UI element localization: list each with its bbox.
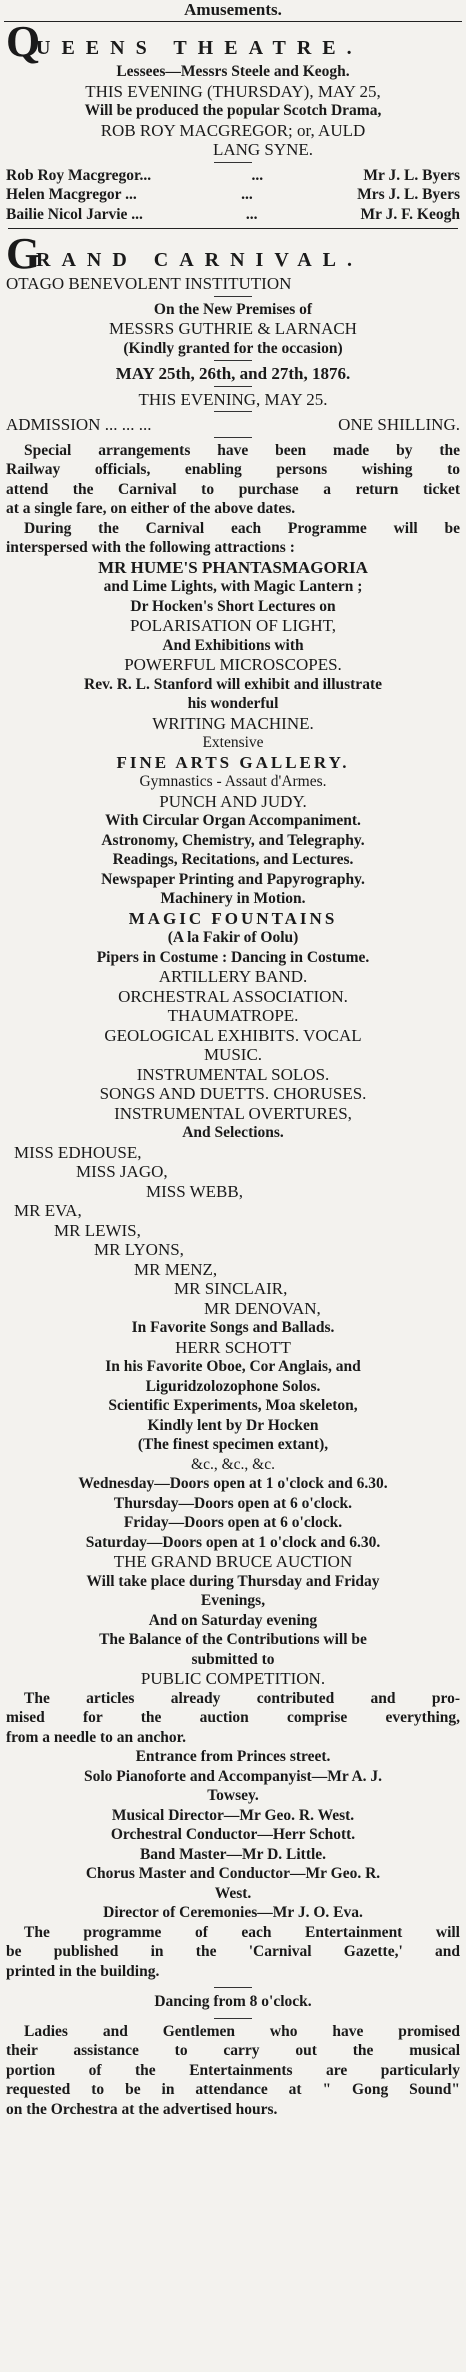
- programme-item: WRITING MACHINE.: [152, 713, 314, 733]
- programme-item: ARTILLERY BAND.: [158, 967, 308, 986]
- railway-line: Special arrangements have been made by the: [24, 441, 460, 459]
- programme-item: And Selections.: [182, 1124, 284, 1141]
- entrance-line: Entrance from Princes street.: [135, 1748, 331, 1765]
- doors-day: Saturday: [85, 1533, 147, 1551]
- programme-item: MAGIC FOUNTAINS: [128, 908, 338, 928]
- cast-list: [6, 166, 460, 225]
- ligurid-line: Liguridzolozophone Solos.: [145, 1377, 321, 1395]
- performer-name: MR DENOVAN,: [204, 1298, 321, 1318]
- carnival-ad: [0, 229, 466, 2119]
- cast-role: Helen Macgregor ...: [6, 186, 137, 203]
- railway-line: attend the Carnival to purchase a return ticket: [6, 480, 460, 498]
- theatre-name: UEENS THEATRE.: [36, 37, 363, 59]
- evening-line: THIS EVENING (THURSDAY), MAY 25,: [85, 81, 381, 101]
- scientific-line: Scientific Experiments, Moa skeleton,: [108, 1397, 358, 1414]
- cast-role: Bailie Nicol Jarvie ...: [6, 205, 143, 223]
- lent-line: Kindly lent by Dr Hocken: [147, 1416, 319, 1434]
- programme-item: Gymnastics - Assaut d'Armes.: [139, 773, 327, 790]
- divider: [214, 360, 252, 361]
- performer-list: [6, 1143, 460, 1319]
- cast-dots: ...: [241, 186, 253, 203]
- carnival-dates: MAY 25th, 26th, and 27th, 1876.: [115, 364, 351, 383]
- doors-time: —Doors open at 6 o'clock.: [168, 1514, 343, 1531]
- programme-item: And Exhibitions with: [162, 636, 304, 654]
- doors-time: —Doors open at 1 o'clock and 6.30.: [154, 1475, 388, 1492]
- railway-line: at a single fare, on either of the above dates.: [6, 500, 296, 517]
- oboe-line: In his Favorite Oboe, Cor Anglais, and: [105, 1358, 361, 1375]
- divider: [214, 296, 252, 297]
- cast-row: [6, 185, 460, 205]
- programme-item: MR HUME'S PHANTASMAGORIA: [98, 557, 368, 577]
- programme-item: FINE ARTS GALLERY.: [116, 752, 350, 772]
- programme-item: POWERFUL MICROSCOPES.: [124, 655, 342, 674]
- divider: [214, 2018, 252, 2019]
- section-header: Amusements.: [4, 0, 462, 22]
- doors-time: —Doors open at 1 o'clock and 6.30.: [146, 1533, 381, 1551]
- cast-dots: ...: [245, 205, 258, 223]
- ad-divider: [8, 228, 458, 229]
- programme-item: INSTRUMENTAL OVERTURES,: [114, 1103, 352, 1123]
- admission-line: [6, 415, 460, 435]
- articles-line: mised for the auction comprise everything,: [6, 1709, 460, 1726]
- auction-line: Evenings,: [200, 1592, 266, 1609]
- performer-name: MR LYONS,: [94, 1240, 184, 1259]
- programme-item: Extensive: [202, 734, 264, 751]
- railway-notice: [6, 441, 460, 519]
- premises-line: On the New Premises of: [153, 300, 313, 318]
- drop-cap: G: [6, 229, 41, 278]
- theatre-title: [6, 17, 460, 66]
- cast-actor: Mrs J. L. Byers: [357, 186, 460, 203]
- auction-line: And on Saturday evening: [148, 1611, 318, 1629]
- programme-item: GEOLOGICAL EXHIBITS. VOCAL: [104, 1025, 362, 1045]
- programme-item: POLARISATION OF LIGHT,: [129, 616, 337, 635]
- etc-line: &c., &c., &c.: [191, 1455, 275, 1473]
- play-title: ROB ROY MACGREGOR; or, AULD: [100, 120, 366, 140]
- divider: [214, 437, 252, 438]
- performer-name: MISS WEBB,: [146, 1181, 243, 1201]
- drop-cap: Q: [6, 17, 41, 66]
- ladies-line: requested to be in attendance at " Gong Sound": [6, 2081, 460, 2098]
- carnival-name: RAND CARNIVAL.: [36, 249, 363, 271]
- credit-line: Towsey.: [207, 1787, 259, 1804]
- doors-schedule: [6, 1474, 460, 1552]
- programme-item: Machinery in Motion.: [160, 890, 306, 907]
- cast-actor: Mr J. L. Byers: [363, 166, 460, 184]
- programme-note-line: be published in the 'Carnival Gazette,' and: [6, 1943, 460, 1960]
- ladies-notice: [6, 2022, 460, 2120]
- produced-line: Will be produced the popular Scotch Drama,: [84, 102, 382, 119]
- doors-row: [6, 1533, 460, 1553]
- credit-line: Orchestral Conductor—Herr Schott.: [110, 1826, 356, 1843]
- ladies-line: their assistance to carry out the musical: [6, 2042, 460, 2059]
- programme-list: [6, 558, 460, 1143]
- articles-line: from a needle to an anchor.: [6, 1728, 186, 1746]
- programme-item: Astronomy, Chemistry, and Telegraphy.: [101, 831, 365, 849]
- performer-name: MR SINCLAIR,: [174, 1279, 288, 1298]
- articles-line: The articles already contributed and pro-: [24, 1689, 460, 1707]
- specimen-line: (The finest specimen extant),: [137, 1436, 329, 1453]
- programme-item: Pipers in Costume : Dancing in Costume.: [96, 948, 370, 966]
- premises-owners: MESSRS GUTHRIE & LARNACH: [109, 319, 357, 338]
- schott-name: HERR SCHOTT: [175, 1337, 291, 1357]
- divider: [214, 386, 252, 387]
- divider: [214, 411, 252, 412]
- doors-day: Wednesday: [78, 1475, 155, 1492]
- cast-role: Rob Roy Macgregor...: [6, 166, 152, 184]
- programme-item: (A la Fakir of Oolu): [167, 929, 299, 946]
- favorite-line: In Favorite Songs and Ballads.: [131, 1319, 335, 1336]
- lessees-line: Lessees—Messrs Steele and Keogh.: [116, 63, 350, 80]
- programme-item: MUSIC.: [203, 1045, 263, 1064]
- during-notice: [6, 519, 460, 558]
- performer-name: MR LEWIS,: [54, 1220, 141, 1240]
- performer-name: MISS JAGO,: [76, 1162, 168, 1181]
- carnival-title: [6, 229, 460, 278]
- cast-row: [6, 205, 460, 225]
- cast-actor: Mr J. F. Keogh: [360, 205, 460, 223]
- credit-line: Chorus Master and Conductor—Mr Geo. R.: [85, 1865, 381, 1882]
- during-line: During the Carnival each Programme will be: [24, 519, 460, 537]
- programme-item: SONGS AND DUETTS. CHORUSES.: [99, 1084, 367, 1103]
- articles-notice: [6, 1689, 460, 1748]
- divider: [214, 1987, 252, 1988]
- ladies-line: Ladies and Gentlemen who have promised: [24, 2022, 460, 2040]
- auction-notice: [6, 1552, 460, 1689]
- doors-row: [6, 1494, 460, 1514]
- institution-name: OTAGO BENEVOLENT INSTITUTION: [6, 274, 292, 293]
- doors-time: —Doors open at 6 o'clock.: [178, 1494, 353, 1512]
- this-evening-line: THIS EVENING, MAY 25.: [138, 389, 328, 409]
- auction-line: THE GRAND BRUCE AUCTION: [113, 1552, 353, 1571]
- ladies-line: on the Orchestra at the advertised hours.: [6, 2100, 278, 2118]
- programme-item: his wonderful: [187, 695, 279, 712]
- credit-line: Solo Pianoforte and Accompanyist—Mr A. J.: [83, 1767, 383, 1785]
- programme-item: Dr Hocken's Short Lectures on: [130, 597, 336, 615]
- programme-item: PUNCH AND JUDY.: [159, 791, 307, 811]
- ladies-line: portion of the Entertainments are particularly: [6, 2061, 460, 2079]
- dancing-line: Dancing from 8 o'clock.: [154, 1993, 312, 2010]
- credit-line: Band Master—Mr D. Little.: [139, 1845, 327, 1863]
- credits-list: [6, 1767, 460, 1923]
- doors-row: [6, 1513, 460, 1533]
- performer-name: MR MENZ,: [134, 1259, 218, 1279]
- admission-label: ADMISSION ... ... ...: [6, 415, 152, 434]
- doors-row: [6, 1474, 460, 1494]
- credit-line: Musical Director—Mr Geo. R. West.: [111, 1806, 355, 1824]
- programme-item: and Lime Lights, with Magic Lantern ;: [103, 578, 363, 595]
- programme-item: ORCHESTRAL ASSOCIATION.: [118, 986, 348, 1006]
- credit-line: West.: [214, 1884, 252, 1902]
- divider: [214, 162, 252, 163]
- auction-line: PUBLIC COMPETITION.: [140, 1669, 326, 1688]
- programme-note: [6, 1923, 460, 1982]
- play-title-cont: LANG SYNE.: [212, 140, 314, 159]
- doors-day: Thursday: [113, 1494, 179, 1512]
- programme-item: With Circular Organ Accompaniment.: [105, 812, 361, 829]
- programme-item: Rev. R. L. Stanford will exhibit and illustrate: [84, 675, 382, 693]
- auction-line: Will take place during Thursday and Friday: [86, 1572, 380, 1590]
- doors-day: Friday: [123, 1514, 169, 1531]
- granted-line: (Kindly granted for the occasion): [123, 339, 343, 357]
- cast-dots: ...: [251, 166, 264, 184]
- performer-name: MISS EDHOUSE,: [14, 1142, 142, 1162]
- programme-item: Readings, Recitations, and Lectures.: [112, 851, 354, 868]
- programme-item: Newspaper Printing and Papyrography.: [101, 870, 365, 888]
- programme-note-line: The programme of each Entertainment will: [24, 1923, 460, 1941]
- credit-line: Director of Ceremonies—Mr J. O. Eva.: [103, 1904, 363, 1921]
- cast-row: [6, 166, 460, 186]
- programme-item: THAUMATROPE.: [167, 1006, 299, 1025]
- auction-line: submitted to: [191, 1650, 275, 1668]
- during-line: interspersed with the following attractions :: [6, 539, 295, 556]
- performer-name: MR EVA,: [14, 1201, 82, 1220]
- admission-price: ONE SHILLING.: [338, 415, 460, 434]
- theatre-ad: [0, 17, 466, 224]
- programme-item: INSTRUMENTAL SOLOS.: [136, 1064, 330, 1084]
- auction-line: The Balance of the Contributions will be: [99, 1631, 367, 1648]
- programme-note-line: printed in the building.: [6, 1962, 160, 1980]
- railway-line: Railway officials, enabling persons wishing to: [6, 461, 460, 478]
